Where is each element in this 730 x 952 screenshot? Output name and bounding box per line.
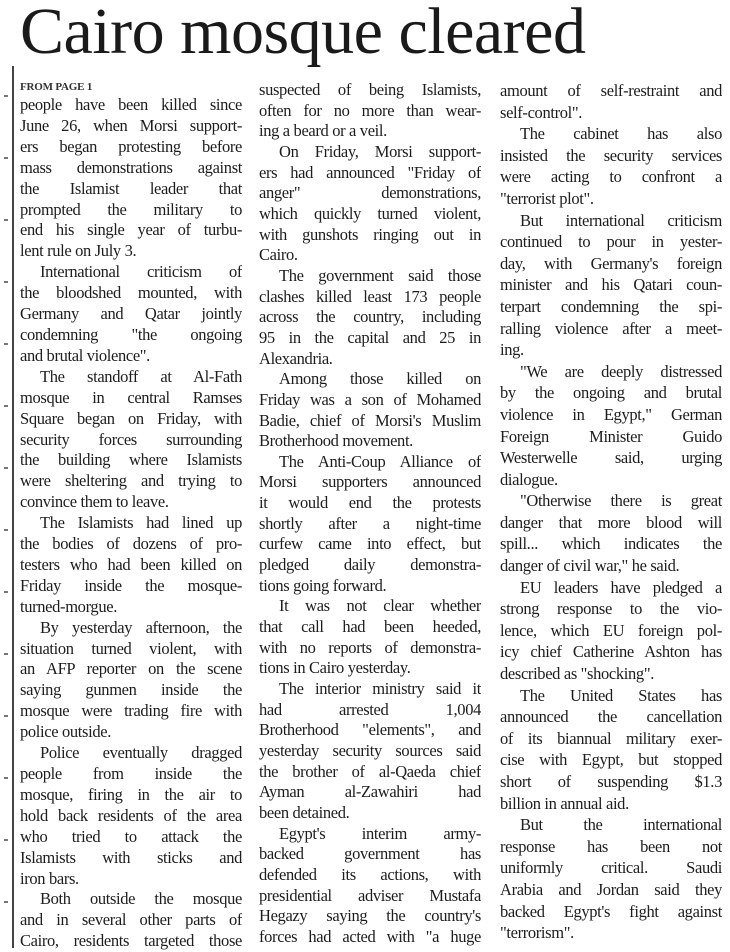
text-line: tions in Cairo yesterday.: [259, 658, 411, 678]
text-line: clashes killed least 173 people: [259, 286, 481, 306]
text-line: day, with Germany's foreign: [500, 253, 722, 273]
paragraph: [20, 513, 242, 618]
text-line: Hegazy saying the country's: [259, 906, 481, 926]
text-line: been detained.: [259, 802, 350, 822]
text-line: cise with Egypt, but stopped: [500, 750, 722, 770]
text-line: EU leaders have pledged a: [520, 577, 722, 597]
paragraph: [500, 814, 722, 944]
text-line: of its biannual military exer-: [500, 728, 722, 748]
margin-tick: [4, 715, 8, 717]
text-line: mosque in central Ramses: [20, 387, 242, 407]
text-line: Westerwelle said, urging: [500, 448, 722, 468]
paragraph: [20, 367, 242, 513]
text-line: "terrorist plot".: [500, 188, 594, 208]
paragraph: [20, 743, 242, 889]
text-line: ralling violence after a meet-: [500, 318, 722, 338]
text-line: violence in Egypt," German: [500, 404, 722, 424]
text-line: who tried to attack the: [20, 826, 242, 846]
text-line: self-control".: [500, 102, 583, 122]
margin-tick: [4, 653, 8, 655]
paragraph: [259, 369, 481, 452]
text-line: Egypt's interim army-: [279, 823, 481, 843]
article-column-3: [500, 80, 722, 944]
text-line: mosque, firing in the air to: [20, 784, 242, 804]
text-line: The government said those: [279, 265, 481, 285]
article-column-2: [259, 80, 481, 948]
text-line: But international criticism: [520, 210, 722, 230]
kicker: FROM PAGE 1: [20, 81, 93, 93]
text-line: and in several other parts of: [20, 910, 242, 930]
text-line: mass demonstrations against: [20, 157, 242, 177]
text-line: The United States has: [520, 685, 722, 705]
margin-tick: [4, 467, 8, 469]
text-line: short of suspending $1.3: [500, 772, 722, 791]
text-line: the brother of al-Qaeda chief: [259, 761, 481, 781]
text-line: forces had acted with "a huge: [259, 926, 481, 946]
text-line: curfew came into effect, but: [259, 534, 481, 554]
text-line: On Friday, Morsi support-: [279, 141, 481, 161]
margin-tick: [4, 901, 8, 903]
text-line: turned-morgue.: [20, 596, 117, 616]
text-line: were sheltering and trying to: [20, 471, 242, 491]
text-line: icy chief Catherine Ashton has: [500, 642, 722, 662]
text-line: prompted the military to: [20, 199, 242, 219]
text-line: Alexandria.: [259, 348, 333, 368]
text-line: convince them to leave.: [20, 492, 169, 512]
paragraph: [20, 95, 242, 262]
paragraph: [20, 889, 242, 952]
text-line: Both outside the mosque: [40, 889, 242, 909]
margin-tick: [4, 95, 8, 97]
text-line: ing.: [500, 340, 524, 360]
text-line: Brotherhood "elements", and: [259, 720, 481, 740]
text-line: had arrested 1,004: [259, 699, 481, 719]
text-line: end his single year of turbu-: [20, 220, 242, 240]
text-line: insisted the security services: [500, 145, 722, 165]
text-line: backed government has: [259, 844, 481, 864]
text-line: pledged daily demonstra-: [259, 555, 481, 575]
text-line: The cabinet has also: [520, 124, 722, 144]
text-line: defended its actions, with: [259, 864, 481, 884]
text-line: the bloodshed mounted, with: [20, 283, 242, 303]
text-line: "Otherwise there is great: [520, 491, 722, 511]
paragraph: [259, 824, 481, 948]
text-line: uniformly critical. Saudi: [500, 858, 722, 878]
margin-tick: [4, 405, 8, 407]
paragraph: [500, 685, 722, 815]
margin-tick: [4, 281, 8, 283]
paragraph: [259, 452, 481, 597]
text-line: an AFP reporter on the scene: [20, 659, 242, 679]
paragraph: [20, 618, 242, 743]
text-line: Cairo.: [259, 245, 298, 265]
text-line: were acting to confront a: [500, 167, 722, 187]
text-line: Ayman al-Zawahiri had: [259, 782, 481, 802]
text-line: The Anti-Coup Alliance of: [279, 451, 481, 471]
text-line: The Islamists had lined up: [40, 513, 242, 533]
text-line: that call had been heeded,: [259, 617, 481, 637]
margin-tick: [4, 343, 8, 345]
margin-tick: [4, 157, 8, 159]
text-line: across the country, including: [259, 307, 481, 327]
margin-tick: [4, 219, 8, 221]
text-line: the bodies of dozens of pro-: [20, 534, 242, 554]
text-line: by the ongoing and brutal: [500, 383, 722, 403]
article-column-1: [20, 80, 242, 952]
text-line: Police eventually dragged: [40, 743, 242, 763]
text-line: The interior ministry said it: [279, 679, 481, 699]
text-line: But the international: [520, 815, 722, 835]
text-line: which quickly turned violent,: [259, 203, 481, 223]
text-line: Germany and Qatar jointly: [20, 304, 242, 324]
text-line: situation turned violent, with: [20, 638, 242, 658]
margin-tick: [4, 777, 8, 779]
text-line: Friday was a son of Mohamed: [259, 389, 481, 409]
text-line: billion in annual aid.: [500, 793, 629, 813]
margin-tick: [4, 529, 8, 531]
text-line: Badie, chief of Morsi's Muslim: [259, 410, 481, 430]
paragraph: [259, 266, 481, 369]
text-line: police outside.: [20, 722, 111, 742]
text-line: Arabia and Jordan said they: [500, 879, 722, 899]
text-line: described as "shocking".: [500, 664, 654, 684]
margin-tick: [4, 839, 8, 841]
text-line: mosque were trading fire with: [20, 701, 242, 721]
text-line: the building where Islamists: [20, 450, 242, 470]
text-line: The standoff at Al-Fath: [40, 366, 242, 386]
paragraph: [500, 577, 722, 685]
text-line: condemning "the ongoing: [20, 324, 242, 344]
text-line: and brutal violence".: [20, 345, 150, 365]
text-line: "terrorism".: [500, 923, 574, 943]
text-line: anger" demonstrations,: [259, 183, 481, 203]
text-line: announced the cancellation: [500, 707, 722, 727]
text-line: suspected of being Islamists,: [259, 80, 481, 99]
paragraph: [500, 123, 722, 209]
text-line: ers had announced "Friday of: [259, 162, 481, 182]
text-line: Brotherhood movement.: [259, 431, 413, 451]
text-line: 95 in the capital and 25 in: [259, 327, 481, 347]
text-line: minister and his Qatari coun-: [500, 275, 722, 295]
paragraph: [259, 679, 481, 824]
text-line: saying gunmen inside the: [20, 680, 242, 700]
column-rule: [12, 66, 14, 948]
text-line: with gunshots ringing out in: [259, 224, 481, 244]
text-line: Square began on Friday, with: [20, 408, 242, 428]
text-line: lence, which EU foreign pol-: [500, 620, 722, 640]
text-line: spill... which indicates the: [500, 534, 722, 554]
text-line: testers who had been killed on: [20, 554, 242, 574]
paragraph: [500, 80, 722, 123]
paragraph: [500, 210, 722, 361]
text-line: it would end the protests: [259, 493, 481, 513]
margin-tick: [4, 591, 8, 593]
text-line: June 26, when Morsi support-: [20, 115, 242, 135]
text-line: Morsi supporters announced: [259, 472, 481, 492]
text-line: danger of civil war," he said.: [500, 556, 680, 576]
text-line: lent rule on July 3.: [20, 241, 137, 261]
text-line: presidential adviser Mustafa: [259, 885, 481, 905]
text-line: Islamists with sticks and: [20, 847, 242, 867]
text-line: response has been not: [500, 836, 722, 856]
text-line: Cairo, residents targeted those: [20, 931, 242, 951]
text-line: with no reports of demonstra-: [259, 637, 481, 657]
text-line: International criticism of: [40, 262, 242, 282]
text-line: tions going forward.: [259, 575, 387, 595]
paragraph: [500, 361, 722, 491]
text-line: "We are deeply distressed: [520, 361, 722, 381]
text-line: people have been killed since: [20, 95, 242, 114]
text-line: amount of self-restraint and: [500, 81, 722, 100]
paragraph: [259, 596, 481, 679]
text-line: By yesterday afternoon, the: [40, 617, 242, 637]
text-line: backed Egypt's fight against: [500, 901, 722, 921]
text-line: shortly after a night-time: [259, 513, 481, 533]
paragraph: [500, 490, 722, 576]
text-line: terpart condemning the spi-: [500, 296, 722, 316]
text-line: the Islamist leader that: [20, 178, 242, 198]
paragraph: [20, 262, 242, 367]
text-line: ers began protesting before: [20, 136, 242, 156]
text-line: It was not clear whether: [279, 596, 481, 616]
text-line: Among those killed on: [279, 369, 481, 389]
text-line: security forces surrounding: [20, 429, 242, 449]
text-line: dialogue.: [500, 469, 558, 489]
paragraph: [259, 142, 481, 266]
text-line: continued to pour in yester-: [500, 232, 722, 252]
text-line: yesterday security sources said: [259, 741, 481, 760]
text-line: danger that more blood will: [500, 512, 722, 532]
text-line: strong response to the vio-: [500, 599, 722, 619]
text-line: Foreign Minister Guido: [500, 426, 722, 446]
text-line: iron bars.: [20, 868, 79, 888]
text-line: Friday inside the mosque-: [20, 575, 242, 595]
paragraph: [259, 80, 481, 142]
headline: Cairo mosque cleared: [20, 0, 586, 68]
text-line: people from inside the: [20, 764, 242, 783]
text-line: ing a beard or a veil.: [259, 121, 387, 141]
text-line: hold back residents of the area: [20, 805, 242, 825]
text-line: often for no more than wear-: [259, 100, 481, 120]
